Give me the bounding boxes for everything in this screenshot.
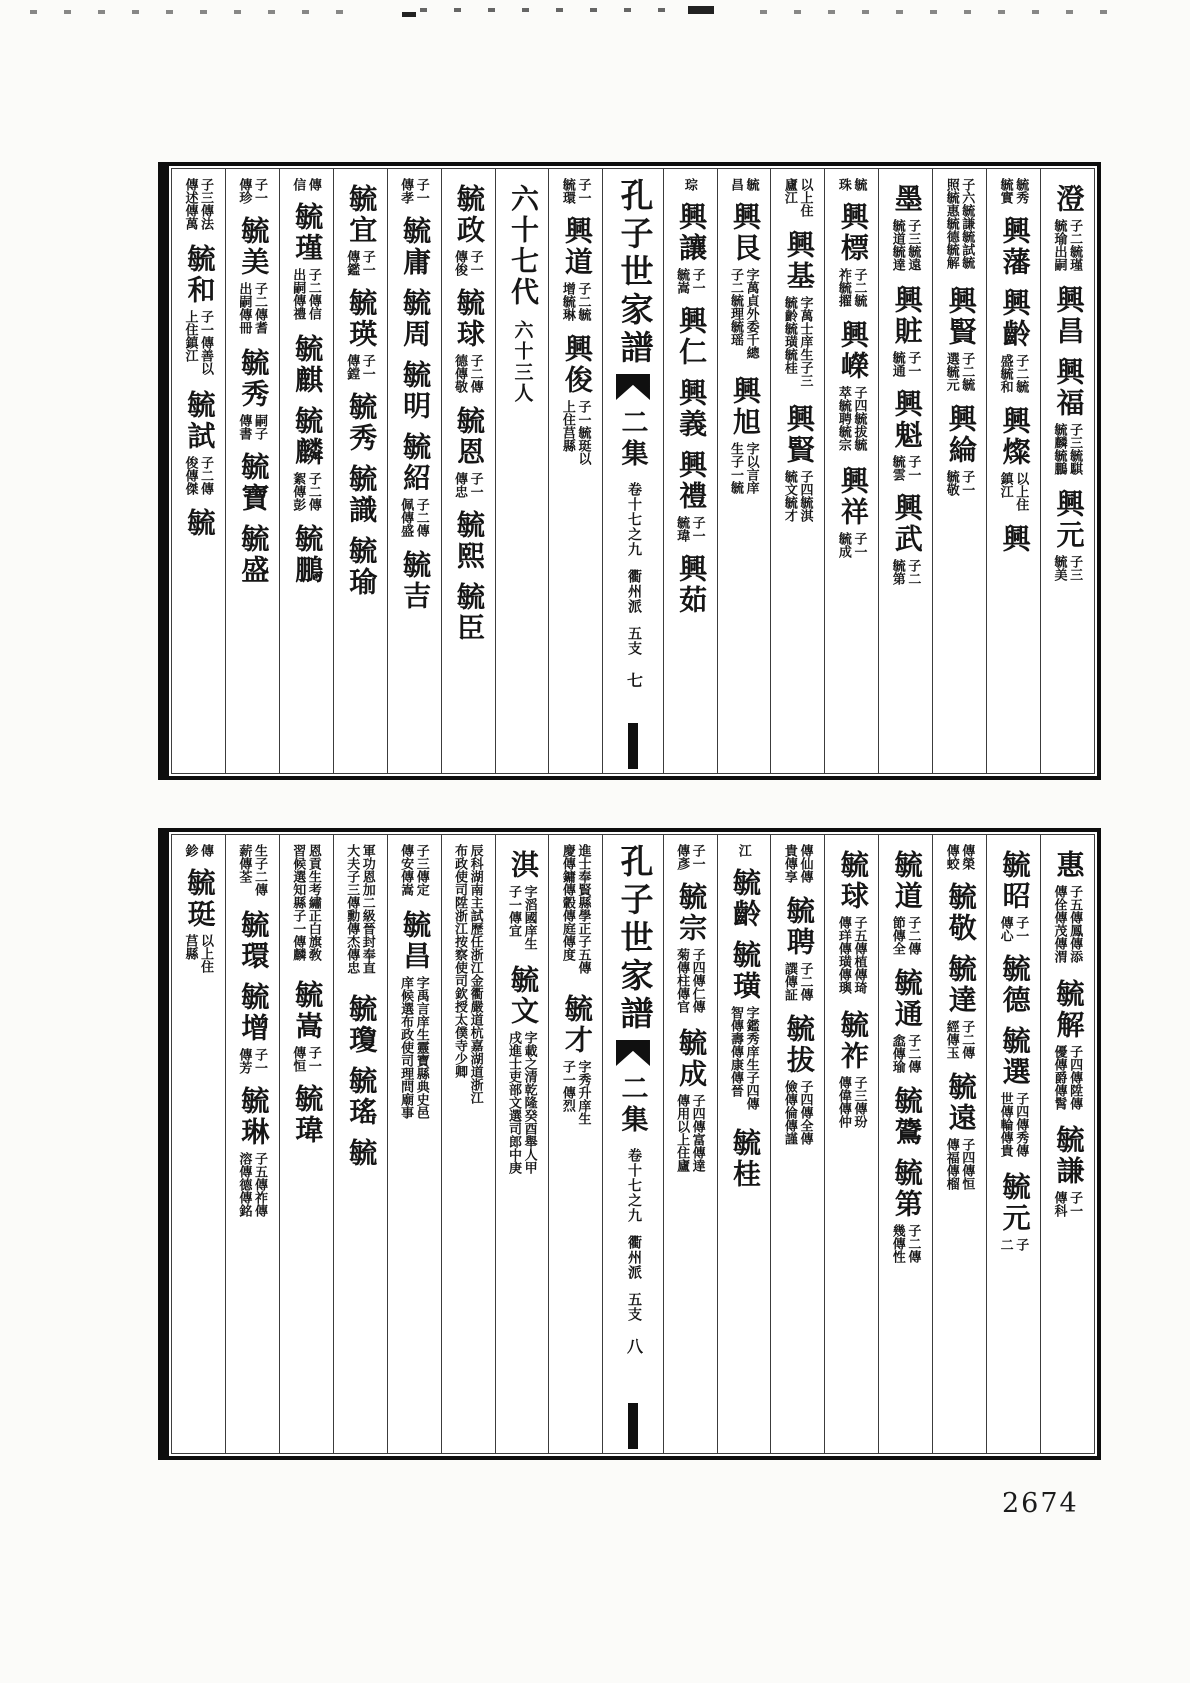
genealogy-column [824, 835, 878, 1453]
genealogy-column [495, 835, 549, 1453]
person-name: 興仁 [675, 306, 707, 368]
person-name: 毓秀 [345, 392, 377, 454]
person-name: 興賍 [890, 285, 922, 347]
person-name: 毓庸 [399, 216, 431, 278]
annotation-note: 子一毓環 [560, 178, 592, 204]
fishtail-mark [616, 1040, 650, 1066]
genealogy-column [932, 169, 986, 773]
person-name: 興藩 [998, 216, 1030, 278]
annotation-note: 子一傳科 [1052, 1191, 1084, 1217]
annotation-note: 子三傳定傳安傳嵩 [399, 844, 430, 896]
genealogy-column [717, 169, 771, 773]
annotation-note: 傳仙傳貴傳享 [782, 844, 814, 883]
person-name: 毓周 [399, 288, 431, 350]
annotation-note: 子四傳恒傳福傳榴 [944, 1138, 976, 1190]
annotation-note: 字萬貞外委千總子二毓理毓瑶 [729, 268, 760, 359]
genealogy-column [663, 169, 717, 773]
person-name: 毓鵬 [291, 524, 323, 586]
person-name: 毓瑋 [291, 1084, 323, 1146]
annotation-note: 子二毓盛毓和 [998, 354, 1030, 393]
person-name: 興燦 [998, 406, 1030, 468]
person-name: 興元 [1052, 489, 1084, 551]
genealogy-column [1040, 169, 1094, 773]
annotation-note: 琮 [682, 178, 698, 191]
annotation-note: 字秀升庠生子一傳烈 [560, 1060, 592, 1125]
annotation-note: 子一毓嵩 [675, 268, 706, 294]
annotation-note: 子四毓淇毓文毓才 [782, 470, 814, 522]
person-name: 興道 [560, 216, 592, 278]
volume-info: 五支 [625, 626, 641, 656]
person-name: 毓瑛 [345, 288, 377, 350]
annotation-note: 子一傳俊 [453, 250, 484, 276]
scan-noise [420, 8, 720, 12]
genealogy-column [986, 835, 1040, 1453]
volume-info: 衢州派 [625, 569, 641, 614]
genealogy-column [824, 169, 878, 773]
genealogy-column [878, 169, 932, 773]
folio-number: 八 [624, 1338, 642, 1354]
person-name: 毓解 [1052, 979, 1084, 1041]
person-name: 毓宜 [345, 184, 377, 246]
annotation-note: 子四毓拔毓萃毓聘毓宗 [836, 386, 868, 451]
genealogy-column [548, 835, 602, 1453]
center-title-column [602, 835, 662, 1453]
person-name: 毓璜 [729, 940, 760, 1002]
person-name: 毓瑾 [291, 202, 323, 264]
book-title: 孔子世家譜 [615, 844, 652, 1034]
person-name: 毓琳 [237, 1086, 269, 1148]
annotation-note: 子二傳絮傳彭 [291, 472, 322, 511]
annotation-note: 子二傳俊傳傑 [183, 456, 215, 495]
annotation-note: 子一傳鑑 [345, 250, 376, 276]
center-title-column [602, 169, 662, 773]
person-name: 毓德 [998, 954, 1030, 1016]
person-name: 澄 [1052, 184, 1084, 215]
generation-count: 六十三人 [511, 320, 533, 404]
person-name: 毓吉 [399, 550, 431, 612]
person-name: 毓明 [399, 360, 431, 422]
person-name: 毓聘 [782, 896, 814, 958]
annotation-note: 子二毓選毓元 [944, 352, 976, 391]
person-name: 毓謙 [1052, 1125, 1084, 1187]
collection-title: 二集 [617, 408, 648, 470]
annotation-note: 軍功恩加二級晉封奉直大夫子三傳勳傳杰傳忠 [345, 844, 376, 974]
person-name: 毓試 [183, 390, 215, 452]
person-name: 興武 [890, 493, 922, 555]
annotation-note: 子一傳心 [998, 916, 1030, 942]
person-name: 六十七代 [506, 184, 538, 308]
person-name: 毓紹 [399, 432, 431, 494]
annotation-note: 子一毓珽以上住莒縣 [560, 400, 592, 465]
annotation-note: 傳鉁 [183, 844, 215, 857]
annotation-note: 子一毓瑋 [675, 516, 706, 542]
person-name: 毓祚 [836, 1010, 868, 1072]
genealogy-column [986, 169, 1040, 773]
annotation-note: 字滔國庠生子一傳宜 [506, 885, 538, 950]
person-name: 毓恩 [453, 406, 485, 468]
person-name: 毓麟 [291, 406, 323, 468]
annotation-note: 以上住莒縣 [183, 934, 215, 973]
person-name: 興福 [1052, 357, 1084, 419]
person-name: 毓臣 [453, 582, 485, 644]
person-name: 興魁 [890, 389, 922, 451]
person-name: 毓選 [998, 1026, 1030, 1088]
person-name: 毓寶 [237, 452, 269, 514]
person-name: 興旭 [729, 376, 760, 438]
annotation-note: 字萬士庠生子三毓齡毓璜毓桂 [782, 296, 814, 387]
person-name: 興標 [836, 202, 868, 264]
person-name: 毓拔 [782, 1014, 814, 1076]
annotation-note: 毓秀毓實 [998, 178, 1030, 204]
person-name: 毓增 [237, 982, 269, 1044]
genealogy-column [441, 835, 495, 1453]
person-name: 興禮 [675, 450, 707, 512]
person-name: 興昌 [1052, 285, 1084, 347]
person-name: 毓昌 [399, 910, 431, 972]
genealogy-column [225, 835, 279, 1453]
annotation-note: 子三傳玢傳偉傳仲 [836, 1076, 868, 1128]
genealogy-column [770, 169, 824, 773]
volume-info: 衢州派 [625, 1235, 641, 1280]
person-name: 興基 [782, 230, 814, 292]
annotation-note: 子三毓遠毓道毓達 [890, 219, 922, 271]
annotation-note: 子一毓雲 [890, 455, 922, 481]
book-title: 孔子世家譜 [615, 178, 652, 368]
annotation-note: 子四傳陞傳優傳爵傳髾 [1052, 1045, 1084, 1110]
genealogy-column [333, 835, 387, 1453]
genealogy-column [172, 835, 225, 1453]
annotation-note: 子二 [998, 1238, 1030, 1251]
genealogy-column [717, 835, 771, 1453]
annotation-note: 子二傳幾傳性 [890, 1224, 922, 1263]
annotation-note: 子二毓增毓琳 [560, 282, 592, 321]
annotation-note: 子二傳譔傳証 [782, 962, 814, 1001]
annotation-note: 以上住鎮江 [998, 472, 1030, 511]
genealogy-column [172, 169, 225, 773]
genealogy-column [279, 169, 333, 773]
person-name: 興嶸 [836, 320, 868, 382]
annotation-note: 子二傳佩傳盛 [399, 498, 430, 537]
annotation-note: 子一傳彥 [675, 844, 706, 870]
genealogy-column [878, 835, 932, 1453]
person-name: 毓達 [944, 954, 976, 1016]
page-number: 2674 [1002, 1488, 1079, 1519]
genealogy-leaf-bottom [158, 828, 1101, 1460]
annotation-note: 子六毓謙毓試毓照毓惠毓德毓解 [944, 178, 976, 269]
annotation-note: 江 [736, 844, 752, 857]
person-name: 毓 [183, 508, 215, 539]
annotation-note: 字鑑秀庠生子四傳智傳壽傳康傳晉 [729, 1006, 760, 1110]
person-name: 毓昭 [998, 850, 1030, 912]
annotation-note: 子四傳秀傳世傳輪傳貴 [998, 1092, 1030, 1157]
person-name: 興齡 [998, 288, 1030, 350]
genealogy-column [387, 169, 441, 773]
person-name: 興賢 [944, 286, 976, 348]
genealogy-column [932, 835, 986, 1453]
genealogy-column [441, 169, 495, 773]
annotation-note: 子二傳耆出嗣傳冊 [237, 282, 268, 334]
annotation-note: 子五傳鳳傳添傳佺傳茂傳渭 [1052, 885, 1084, 963]
scan-noise [760, 10, 1120, 14]
person-name: 毓珽 [183, 868, 215, 930]
annotation-note: 子二傳經傳玉 [944, 1020, 976, 1059]
person-name: 毓通 [890, 968, 922, 1030]
person-name: 毓齡 [729, 868, 760, 930]
annotation-note: 嗣子傳書 [237, 414, 268, 440]
scan-noise [30, 10, 350, 14]
annotation-note: 傳信 [291, 178, 322, 191]
annotation-note: 子一傳忠 [453, 472, 484, 498]
annotation-note: 子一毓敬 [944, 470, 976, 496]
annotation-note: 字以言庠生子一毓 [729, 442, 760, 494]
annotation-note: 子四傳富傳達傳用以上住廬 [675, 1094, 706, 1172]
annotation-note: 子四傳仁傳菊傳柱傳官 [675, 948, 706, 1013]
person-name: 毓元 [998, 1172, 1030, 1234]
person-name: 毓麒 [291, 334, 323, 396]
leaf-columns [169, 832, 1097, 1456]
person-name: 淇 [506, 850, 538, 881]
scan-ink-blot [402, 12, 416, 17]
annotation-note: 子二毓祚毓擢 [836, 268, 868, 307]
genealogy-column [663, 835, 717, 1453]
leaf-columns [169, 166, 1097, 776]
person-name: 毓和 [183, 244, 215, 306]
volume-info: 五支 [625, 1292, 641, 1322]
annotation-note: 以上住廬江 [782, 178, 814, 217]
annotation-note: 毓珠 [836, 178, 868, 191]
person-name: 興 [998, 524, 1030, 555]
annotation-note: 子四傳全傳儉傳倫傳謹 [782, 1080, 814, 1145]
annotation-note: 子一傳善以上住鎮江 [183, 310, 215, 375]
annotation-note: 進士奉賢縣學正子五傳慶傳鏞傳轂傳庭傳度 [560, 844, 592, 974]
person-name: 毓道 [890, 850, 922, 912]
fold-bar [628, 1403, 638, 1449]
person-name: 毓球 [836, 850, 868, 912]
person-name: 毓敬 [944, 882, 976, 944]
genealogy-column [387, 835, 441, 1453]
person-name: 毓文 [506, 965, 538, 1027]
collection-title: 二集 [617, 1074, 648, 1136]
fishtail-mark [616, 374, 650, 400]
annotation-note: 子一傳鏜 [345, 354, 376, 380]
annotation-note: 辰科湖南主試歷任浙江金衢嚴道杭嘉湖道浙江布政使司陞浙江按察使司欽授太僕寺少卿 [453, 844, 484, 1104]
annotation-note: 毓昌 [729, 178, 760, 191]
person-name: 毓熙 [453, 510, 485, 572]
person-name: 毓第 [890, 1158, 922, 1220]
genealogy-column [1040, 835, 1094, 1453]
annotation-note: 傳榮傳蛟 [944, 844, 976, 870]
genealogy-column [279, 835, 333, 1453]
person-name: 毓環 [237, 910, 269, 972]
annotation-note: 子三傳法傳述傳萬 [183, 178, 215, 230]
annotation-note: 子二毓瑾毓瑜出嗣 [1052, 219, 1084, 271]
annotation-note: 子一傳恒 [291, 1046, 322, 1072]
annotation-note: 子三毓美 [1052, 555, 1084, 581]
genealogy-column [225, 169, 279, 773]
person-name: 毓遠 [944, 1072, 976, 1134]
scan-ink-blot [688, 6, 714, 14]
annotation-note: 子二毓第 [890, 559, 922, 585]
person-name: 興俊 [560, 334, 592, 396]
annotation-note: 字載之清乾隆癸酉舉人甲戌進士吏部文選司郎中庚 [506, 1031, 538, 1174]
person-name: 興艮 [729, 202, 760, 264]
person-name: 毓瓊 [345, 994, 377, 1056]
folio-number: 七 [624, 672, 642, 688]
annotation-note: 子二傳德傳敬 [453, 354, 484, 393]
person-name: 毓瑜 [345, 536, 377, 598]
person-name: 毓嵩 [291, 980, 323, 1042]
person-name: 毓美 [237, 216, 269, 278]
annotation-note: 生子二傳薪傳荃 [237, 844, 268, 896]
person-name: 毓 [345, 1138, 377, 1169]
volume-info: 卷十七之九 [625, 1148, 641, 1223]
person-name: 毓秀 [237, 348, 269, 410]
person-name: 興綸 [944, 404, 976, 466]
person-name: 毓政 [453, 184, 485, 246]
person-name: 毓球 [453, 288, 485, 350]
genealogy-column [770, 835, 824, 1453]
annotation-note: 子五傳植傳琦傳珜傳璜傳璵 [836, 916, 868, 994]
genealogy-column [548, 169, 602, 773]
person-name: 興賢 [782, 404, 814, 466]
person-name: 興茹 [675, 554, 707, 616]
person-name: 毓識 [345, 464, 377, 526]
person-name: 毓桂 [729, 1128, 760, 1190]
person-name: 墨 [890, 184, 922, 215]
genealogy-column [495, 169, 549, 773]
annotation-note: 字禹言庠生靈寶縣典史邑庠候選布政使司理問廟事 [399, 976, 430, 1119]
annotation-note: 子一毓成 [836, 532, 868, 558]
annotation-note: 子五傳祚傳溶傳德傳銘 [237, 1152, 268, 1217]
person-name: 興祥 [836, 466, 868, 528]
annotation-note: 子一毓通 [890, 351, 922, 377]
person-name: 興義 [675, 378, 707, 440]
annotation-note: 子二傳嵞傳瑜 [890, 1034, 922, 1073]
person-name: 惠 [1052, 850, 1084, 881]
person-name: 毓成 [675, 1028, 707, 1090]
annotation-note: 子一傳珍 [237, 178, 268, 204]
person-name: 毓瑤 [345, 1066, 377, 1128]
annotation-note: 子二傳節傳全 [890, 916, 922, 955]
fold-bar [628, 723, 638, 769]
annotation-note: 子一傳孝 [399, 178, 430, 204]
person-name: 毓鷟 [890, 1086, 922, 1148]
person-name: 毓宗 [675, 882, 707, 944]
genealogy-leaf-top [158, 162, 1101, 780]
annotation-note: 子一傳芳 [237, 1048, 268, 1074]
person-name: 毓才 [560, 994, 592, 1056]
person-name: 興讓 [675, 202, 707, 264]
genealogy-column [333, 169, 387, 773]
annotation-note: 子二傳信出嗣傳禮 [291, 268, 322, 320]
annotation-note: 恩貢生考繡正白旗敎習候選知縣子一傳麟 [291, 844, 322, 961]
annotation-note: 子三毓騏毓麟毓鵬 [1052, 423, 1084, 475]
volume-info: 卷十七之九 [625, 482, 641, 557]
person-name: 毓盛 [237, 524, 269, 586]
